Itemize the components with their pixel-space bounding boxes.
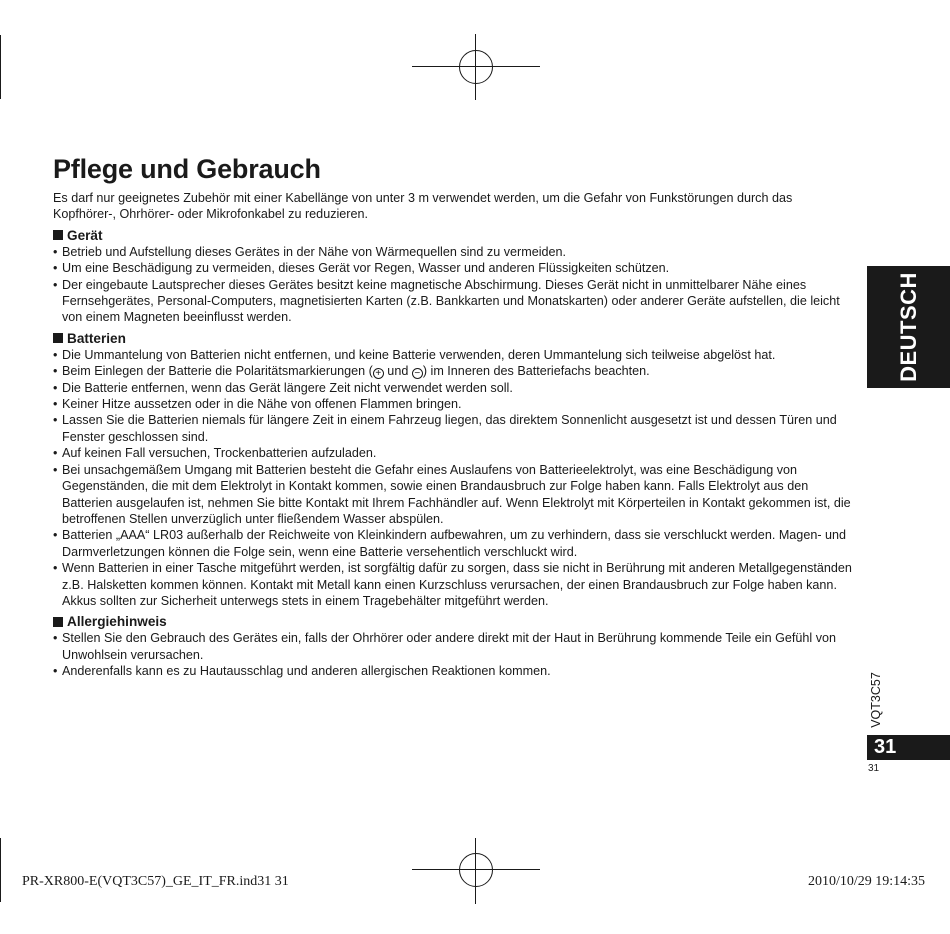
list-item: • Batterien „AAA“ LR03 außerhalb der Reichweite von Kleinkindern aufbewahren, um zu verhindern, dass sie verschluckt werden. Magen- und Darmverletzungen können die Folge sein, wenn eine Batterie versehentlich verschluckt wird. — [53, 527, 853, 560]
list-item: • Lassen Sie die Batterien niemals für längere Zeit in einem Fahrzeug liegen, das direktem Sonnenlicht ausgesetzt ist und dessen Türen und Fenster geschlossen sind. — [53, 412, 853, 445]
text-segment: ) im Inneren des Batteriefachs beachten. — [422, 364, 650, 379]
section-heading-geraet — [53, 227, 853, 244]
registration-mark-top-circle — [459, 50, 493, 84]
section-allergie — [53, 613, 853, 679]
heading-text: Batterien — [67, 330, 126, 346]
crop-mark-top-left — [0, 35, 1, 99]
section-geraet — [53, 227, 853, 326]
list-item: • Anderenfalls kann es zu Hautausschlag und anderen allergischen Reaktionen kommen. — [53, 663, 853, 679]
minus-circle-icon: − — [412, 368, 423, 379]
list-item: • Betrieb und Aufstellung dieses Gerätes in der Nähe von Wärmequellen sind zu vermeiden. — [53, 244, 853, 260]
list-item: • Die Ummantelung von Batterien nicht entfernen, und keine Batterie verwenden, deren Ummantelung sich teilweise abgelöst hat. — [53, 347, 853, 363]
square-bullet-icon — [53, 617, 63, 627]
section-batterien — [53, 330, 853, 610]
list-item: • Auf keinen Fall versuchen, Trockenbatterien aufzuladen. — [53, 445, 853, 461]
list-item: • Keiner Hitze aussetzen oder in die Nähe von offenen Flammen bringen. — [53, 396, 853, 412]
registration-mark-bottom-circle — [459, 853, 493, 887]
intro-paragraph: Es darf nur geeignetes Zubehör mit einer Kabellänge von unter 3 m verwendet werden, um die Gefahr von Funkstörungen durch das Kopfhörer-, Ohrhörer- oder Mikrofonkabel zu reduzieren. — [53, 191, 793, 222]
page-number-badge: 31 — [867, 735, 950, 760]
list-item-polarity — [53, 363, 853, 379]
heading-text: Allergiehinweis — [67, 614, 167, 630]
crop-mark-bottom-left — [0, 838, 1, 902]
language-tab — [867, 266, 950, 388]
bullet-list-allergie — [53, 630, 853, 679]
bullet-list-batterien — [53, 347, 853, 610]
language-label: DEUTSCH — [895, 272, 921, 382]
heading-text: Gerät — [67, 227, 103, 243]
page-number-small: 31 — [868, 763, 880, 774]
print-slug-filename: PR-XR800-E(VQT3C57)_GE_IT_FR.ind31 31 — [22, 874, 289, 889]
bullet-list-geraet — [53, 244, 853, 326]
list-item: • Um eine Beschädigung zu vermeiden, dieses Gerät vor Regen, Wasser und anderen Flüssigkeiten schützen. — [53, 260, 853, 276]
document-code: VQT3C57 — [869, 672, 883, 728]
page-title: Pflege und Gebrauch — [53, 154, 321, 184]
section-heading-allergie — [53, 613, 853, 630]
square-bullet-icon — [53, 230, 63, 240]
square-bullet-icon — [53, 333, 63, 343]
document-body — [53, 190, 853, 684]
print-slug-timestamp: 2010/10/29 19:14:35 — [808, 874, 926, 889]
list-item: • Die Batterie entfernen, wenn das Gerät längere Zeit nicht verwendet werden soll. — [53, 380, 853, 396]
list-item: • Stellen Sie den Gebrauch des Gerätes ein, falls der Ohrhörer oder andere direkt mit der Haut in Berührung kommende Teile ein Gefühl von Unwohlsein verursachen. — [53, 630, 853, 663]
text-segment: Beim Einlegen der Batterie die Polaritätsmarkierungen ( — [62, 364, 373, 379]
list-item: • Bei unsachgemäßem Umgang mit Batterien besteht die Gefahr eines Auslaufens von Batterieelektrolyt, was eine Beschädigung von Gegenständen, die mit dem Elektrolyt in Kontakt kommen, sowie einen Brandausbruch zur Folge haben kann. Falls Elektrolyt aus den Batterien ausgelaufen ist, nehmen Sie bitte Kontakt mit Ihrem Fachhändler auf. Wenn Elektrolyt mit Körperteilen in Kontakt gekommen ist, die betroffenen Stellen unverzüglich unter fließendem Wasser abspülen. — [53, 462, 853, 528]
section-heading-batterien — [53, 330, 853, 347]
text-segment: und — [383, 364, 412, 379]
list-item: • Der eingebaute Lautsprecher dieses Gerätes besitzt keine magnetische Abschirmung. Dieses Gerät nicht in unmittelbarer Nähe eines Fernsehgerätes, Personal-Computers, magnetisierten Karten (z.B. Bankkarten und Monatskarten) oder anderer Geräte aufstellen, die leicht von einem Magneten beeinflusst werden. — [53, 277, 853, 326]
plus-circle-icon: + — [373, 368, 384, 379]
list-item: • Wenn Batterien in einer Tasche mitgeführt werden, ist sorgfältig dafür zu sorgen, dass sie nicht in Berührung mit anderen Metallgegenständen z.B. Halsketten kommen können. Kontakt mit Metall kann einen Kurzschluss verursachen, der einen Brandausbruch zur Folge haben kann. Akkus sollten zur Sicherheit unterwegs stets in einem Tragebehälter mitgeführt werden. — [53, 560, 853, 609]
